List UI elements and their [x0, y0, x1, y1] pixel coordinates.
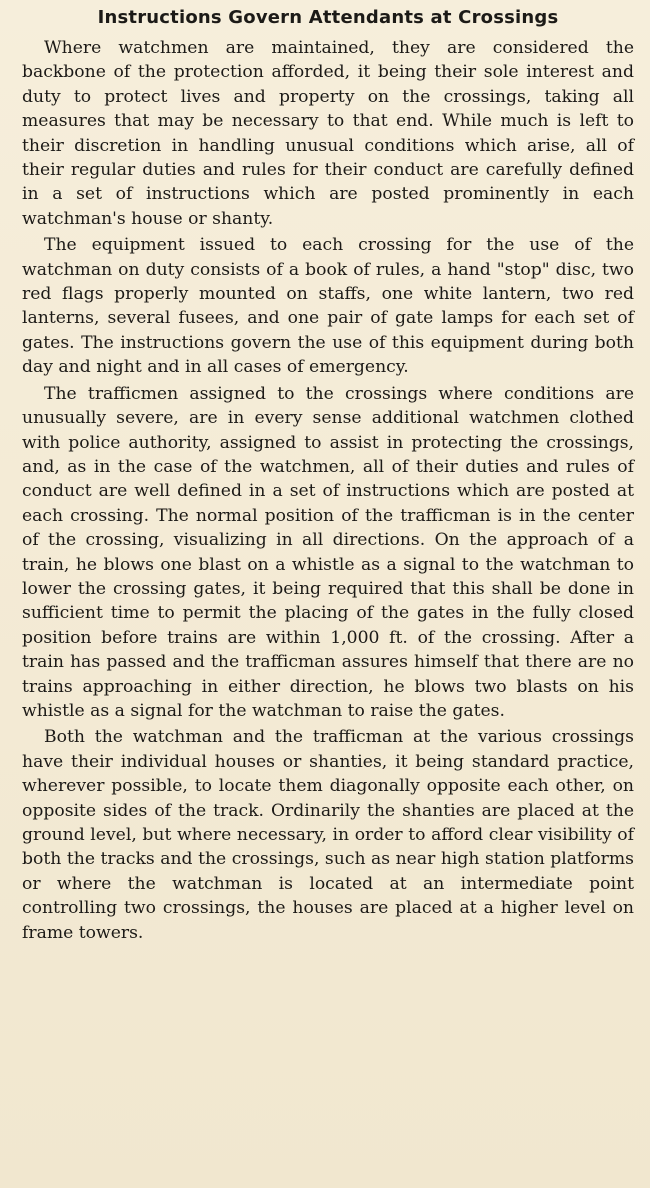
paragraph-watchmen-role: Where watchmen are maintained, they are considered the backbone of the protection afforded, it being their sole interest and duty to protect lives and property on the crossings, taking all measures that may be necessary to that end. While much is left to their discretion in handling unusual conditions which arise, all of their regular duties and rules for their conduct are carefully defined in a set of instructions which are posted prominently in each watchman's house or shanty.	[22, 38, 634, 229]
paragraph-shanties: Both the watchman and the trafficman at the various crossings have their individual houses or shanties, it being standard practice, wherever possible, to locate them diagonally opposite each other, on opposite sides of the track. Ordinarily the shanties are placed at the ground level, but where necessary, in order to afford clear visibility of both the tracks and the crossings, such as near high station platforms or where the watchman is located at an intermediate point controlling two crossings, the houses are placed at a higher level on frame towers.	[22, 727, 634, 943]
paragraph-equipment: The equipment issued to each crossing for the use of the watchman on duty consists of a book of rules, a hand "stop" disc, two red flags properly mounted on staffs, one white lantern, two red lanterns, several fusees, and one pair of gate lamps for each set of gates. The instructions govern the use of this equipment during both day and night and in all cases of emergency.	[22, 235, 634, 378]
section-heading: Instructions Govern Attendants at Crossings	[97, 7, 559, 28]
paragraph-trafficmen: The trafficmen assigned to the crossings where conditions are unusually severe, are in every sense additional watchmen clothed with police authority, assigned to assist in protecting the crossings, and, as in the case of the watchmen, all of their duties and rules of conduct are well defined in a set of instructions which are posted at each crossing. The normal position of the trafficman is in the center of the crossing, visualizing in all directions. On the approach of a train, he blows one blast on a whistle as a signal to the watchman to lower the crossing gates, it being required that this shall be done in sufficient time to permit the placing of the gates in the fully closed position before trains are within 1,000 ft. of the crossing. After a train has passed and the trafficman assures himself that there are no trains approaching in either direction, he blows two blasts on his whistle as a signal for the watchman to raise the gates.	[22, 383, 634, 721]
